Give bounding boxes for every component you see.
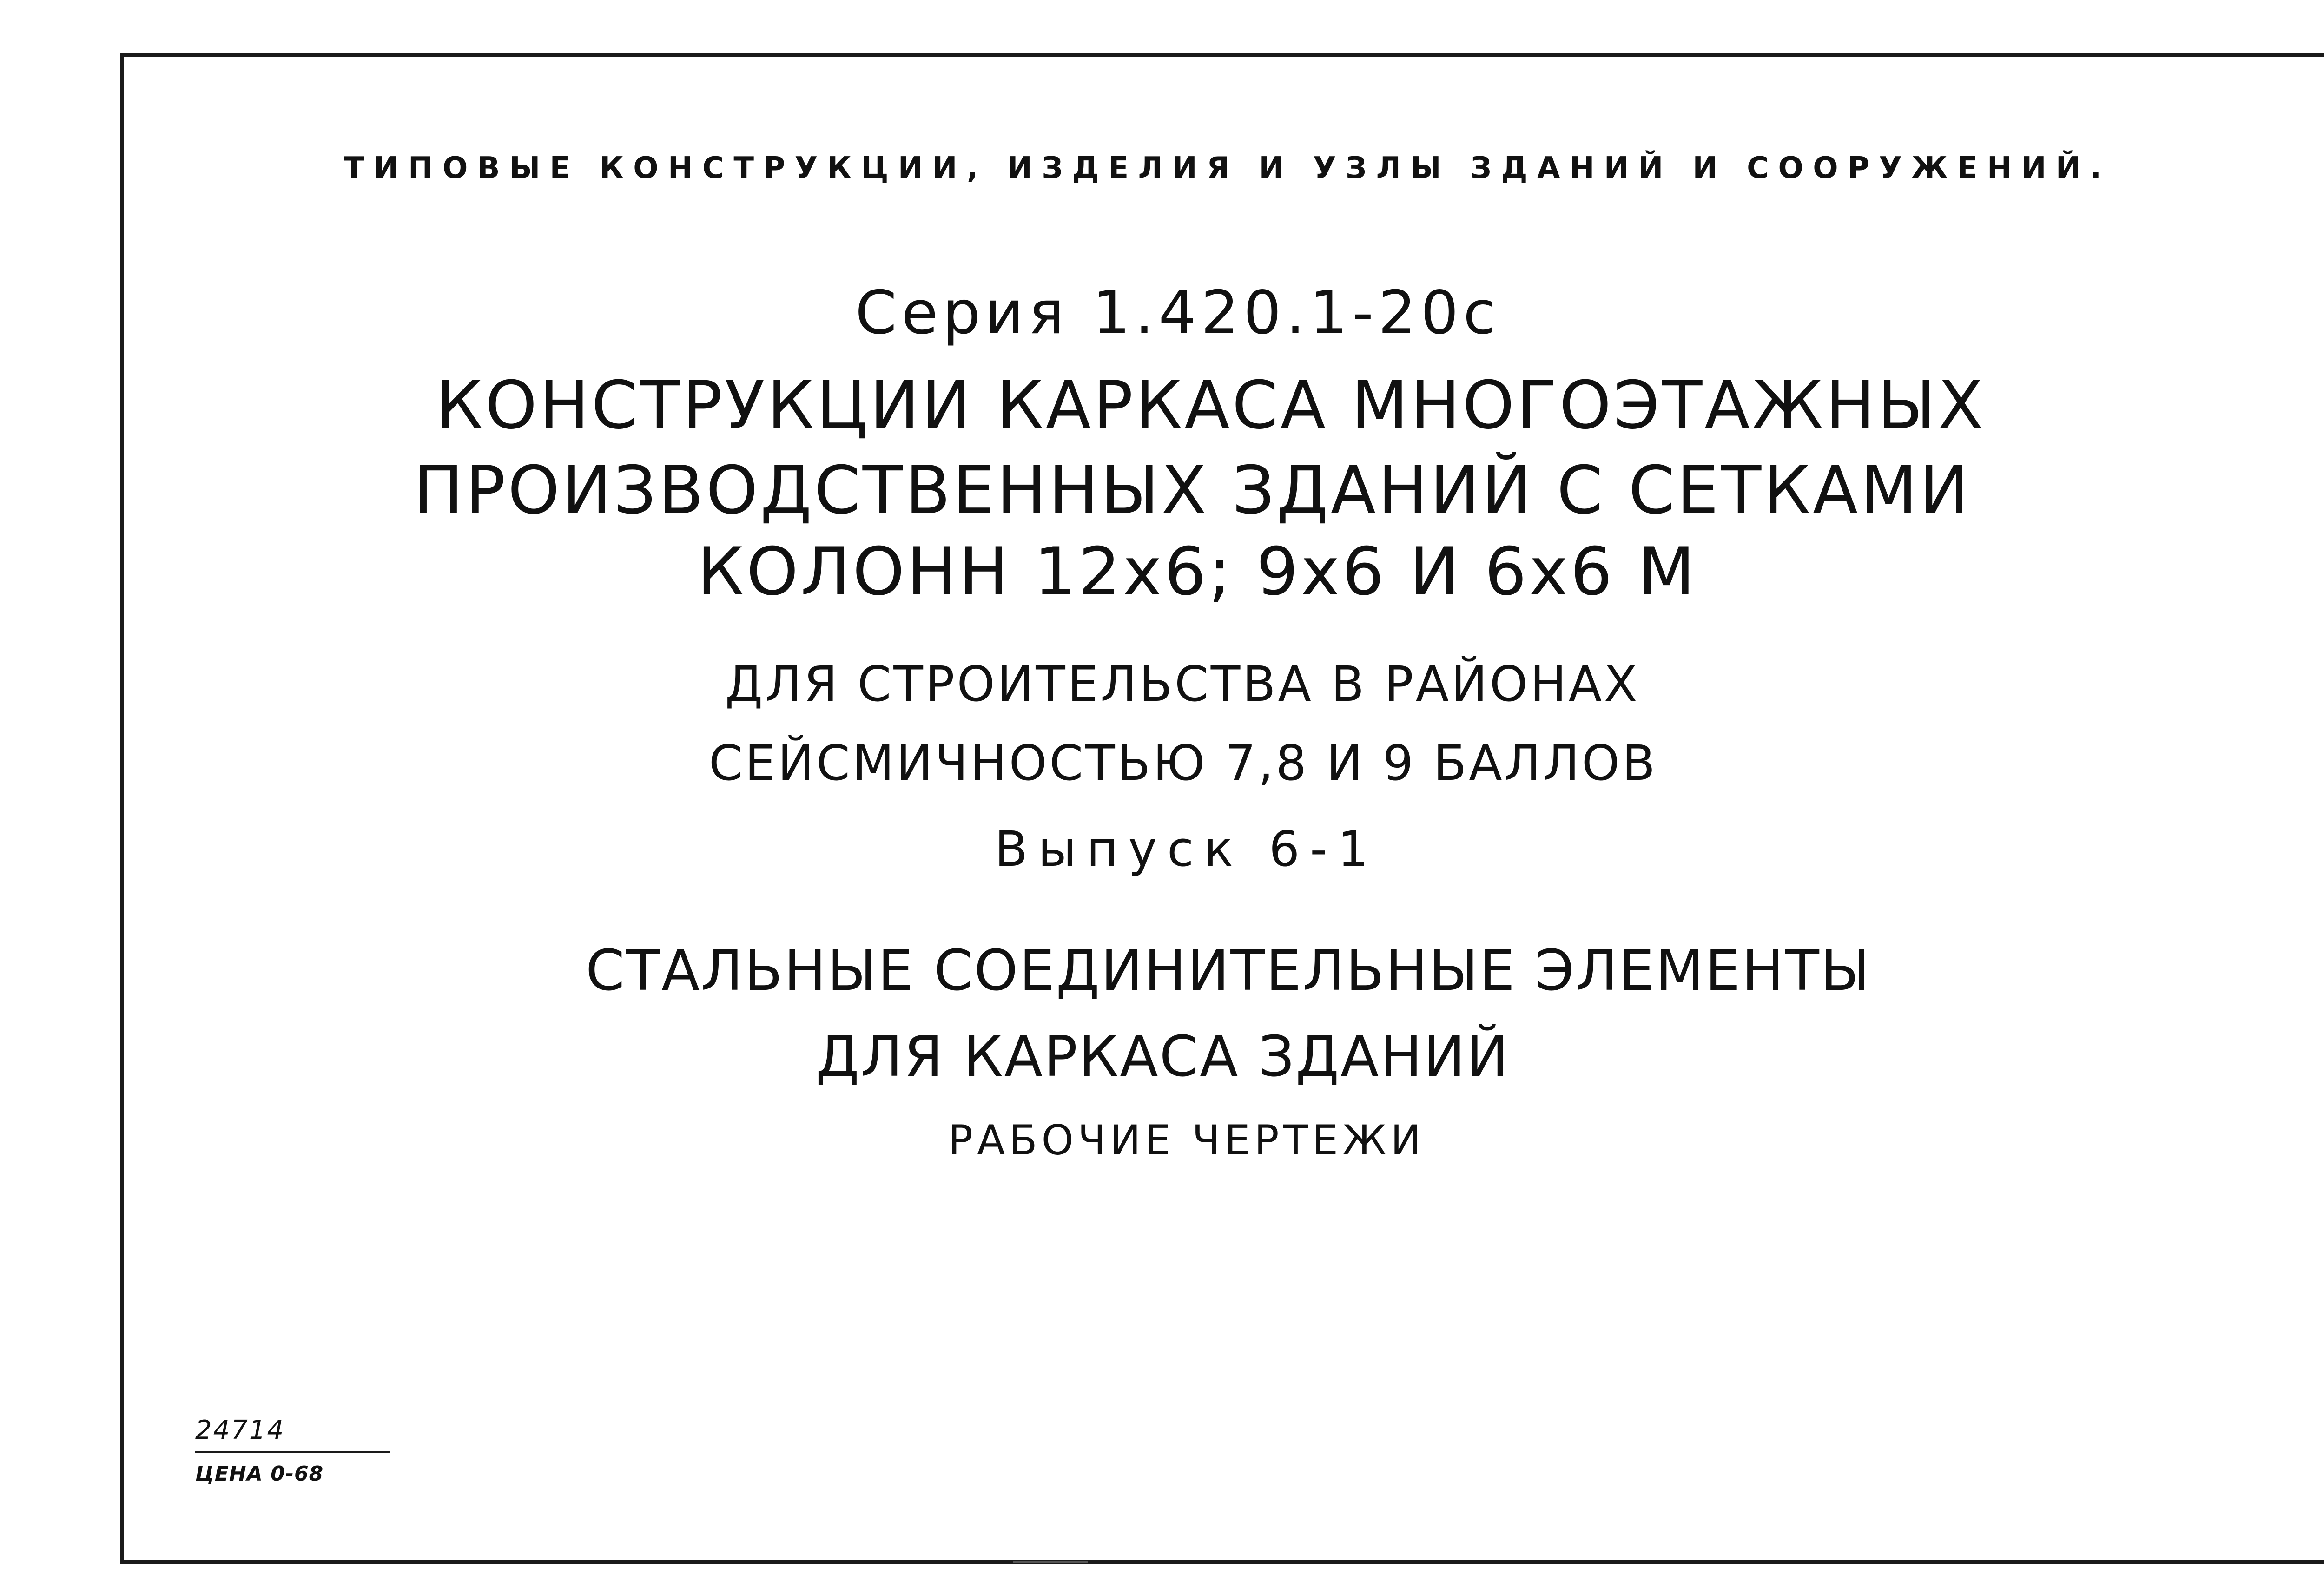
series-number: Серия 1.420.1-20с [855,278,1501,348]
issue-number: Выпуск 6-1 [995,821,1379,877]
title-line-2: ПРОИЗВОДСТВЕННЫХ ЗДАНИЙ С СЕТКАМИ [414,452,1971,529]
drawings-label: РАБОЧИЕ ЧЕРТЕЖИ [948,1116,1426,1164]
inventory-underline [195,1451,390,1453]
frame-bottom-mark [1013,1561,1088,1563]
collection-header: ТИПОВЫЕ КОНСТРУКЦИИ, ИЗДЕЛИЯ И УЗЛЫ ЗДАНИЙ И СООРУЖЕНИЙ. [344,151,2111,185]
part-title-line-2: ДЛЯ КАРКАСА ЗДАНИЙ [816,1025,1510,1089]
subtitle-line-1: ДЛЯ СТРОИТЕЛЬСТВА В РАЙОНАХ [725,656,1640,712]
inventory-number: 24714 [195,1415,285,1445]
price-label: ЦЕНА 0-68 [195,1462,324,1486]
title-line-3: КОЛОНН 12х6; 9х6 И 6х6 М [697,534,1697,610]
subtitle-line-2: СЕЙСМИЧНОСТЬЮ 7,8 И 9 БАЛЛОВ [709,735,1658,791]
part-title-line-1: СТАЛЬНЫЕ СОЕДИНИТЕЛЬНЫЕ ЭЛЕМЕНТЫ [586,939,1871,1003]
title-line-1: КОНСТРУКЦИИ КАРКАСА МНОГОЭТАЖНЫХ [436,367,1986,444]
